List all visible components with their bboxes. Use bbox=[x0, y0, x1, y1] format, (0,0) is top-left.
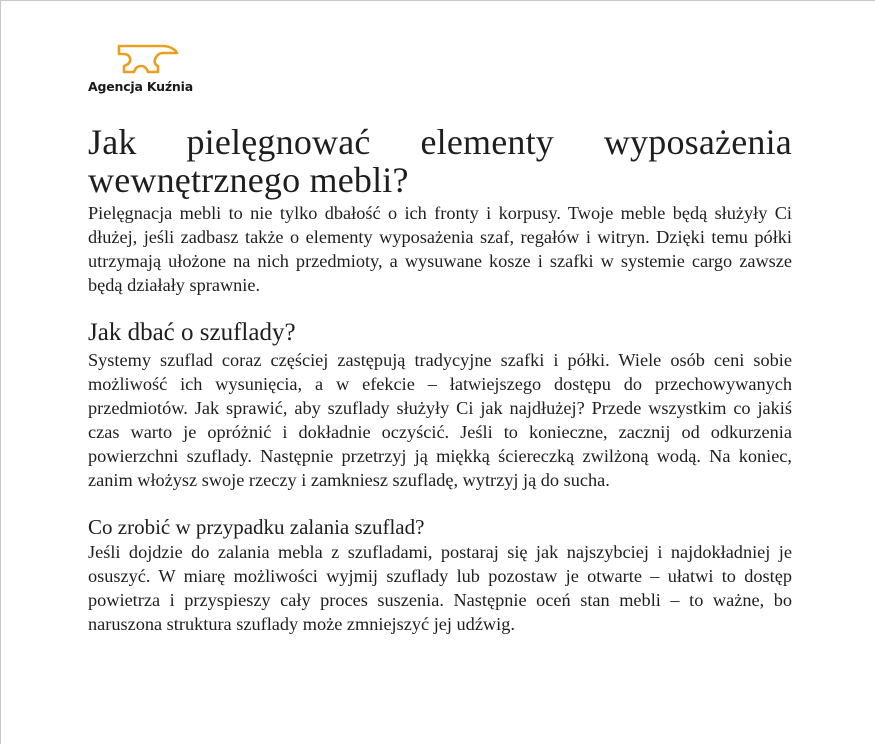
anvil-icon bbox=[117, 43, 179, 75]
section-body: Systemy szuflad coraz częściej zastępują tradycyjne szafki i półki. Wiele osób ceni sobie możliwość ich wysunięcia, a w efekcie – łatwiejszego dostępu do przechowywanych przedmiotów. Jak sprawić, aby szuflady służyły Ci jak najdłużej? Przede wszystkim co jakiś czas warto je opróżnić i dokładnie oczyścić. Jeśli to konieczne, zacznij od odkurzenia powierzchni szuflady. Następnie przetrzyj ją miękką ściereczką zwilżoną wodą. Na koniec, zanim włożysz swoje rzeczy i zamkniesz szufladę, wytrzyj ją do sucha. bbox=[88, 350, 792, 490]
article bbox=[88, 123, 792, 636]
subsection-body: Jeśli dojdzie do zalania mebla z szufladami, postaraj się jak najszybciej i najdokładniej je osuszyć. W miarę możliwości wyjmij szuflady lub pozostaw je otwarte – ułatwi to dostęp powietrza i przyspieszy cały proces suszenia. Następnie oceń stan mebli – to ważne, bo naruszona struktura szuflady może zmniejszyć jej udźwig. bbox=[88, 542, 792, 634]
brand-logo bbox=[88, 43, 208, 98]
article-title-line-2: wewnętrznego mebli? bbox=[88, 160, 409, 200]
section-heading: Jak dbać o szuflady? bbox=[88, 319, 296, 346]
article-title bbox=[88, 123, 792, 199]
subsection-heading: Co zrobić w przypadku zalania szuflad? bbox=[88, 515, 425, 539]
brand-name: Agencja Kuźnia bbox=[88, 79, 193, 94]
article-title-line-1: Jak pielęgnować elementy wyposażenia bbox=[88, 122, 792, 162]
article-intro: Pielęgnacja mebli to nie tylko dbałość o ich fronty i korpusy. Twoje meble będą służyły Ci dłużej, jeśli zadbasz także o elementy wyposażenia szaf, regałów i witryn. Dzięki temu półki utrzymają ułożone na nich przedmioty, a wysuwane kosze i szafki w systemie cargo zawsze będą działały sprawnie. bbox=[88, 203, 792, 295]
